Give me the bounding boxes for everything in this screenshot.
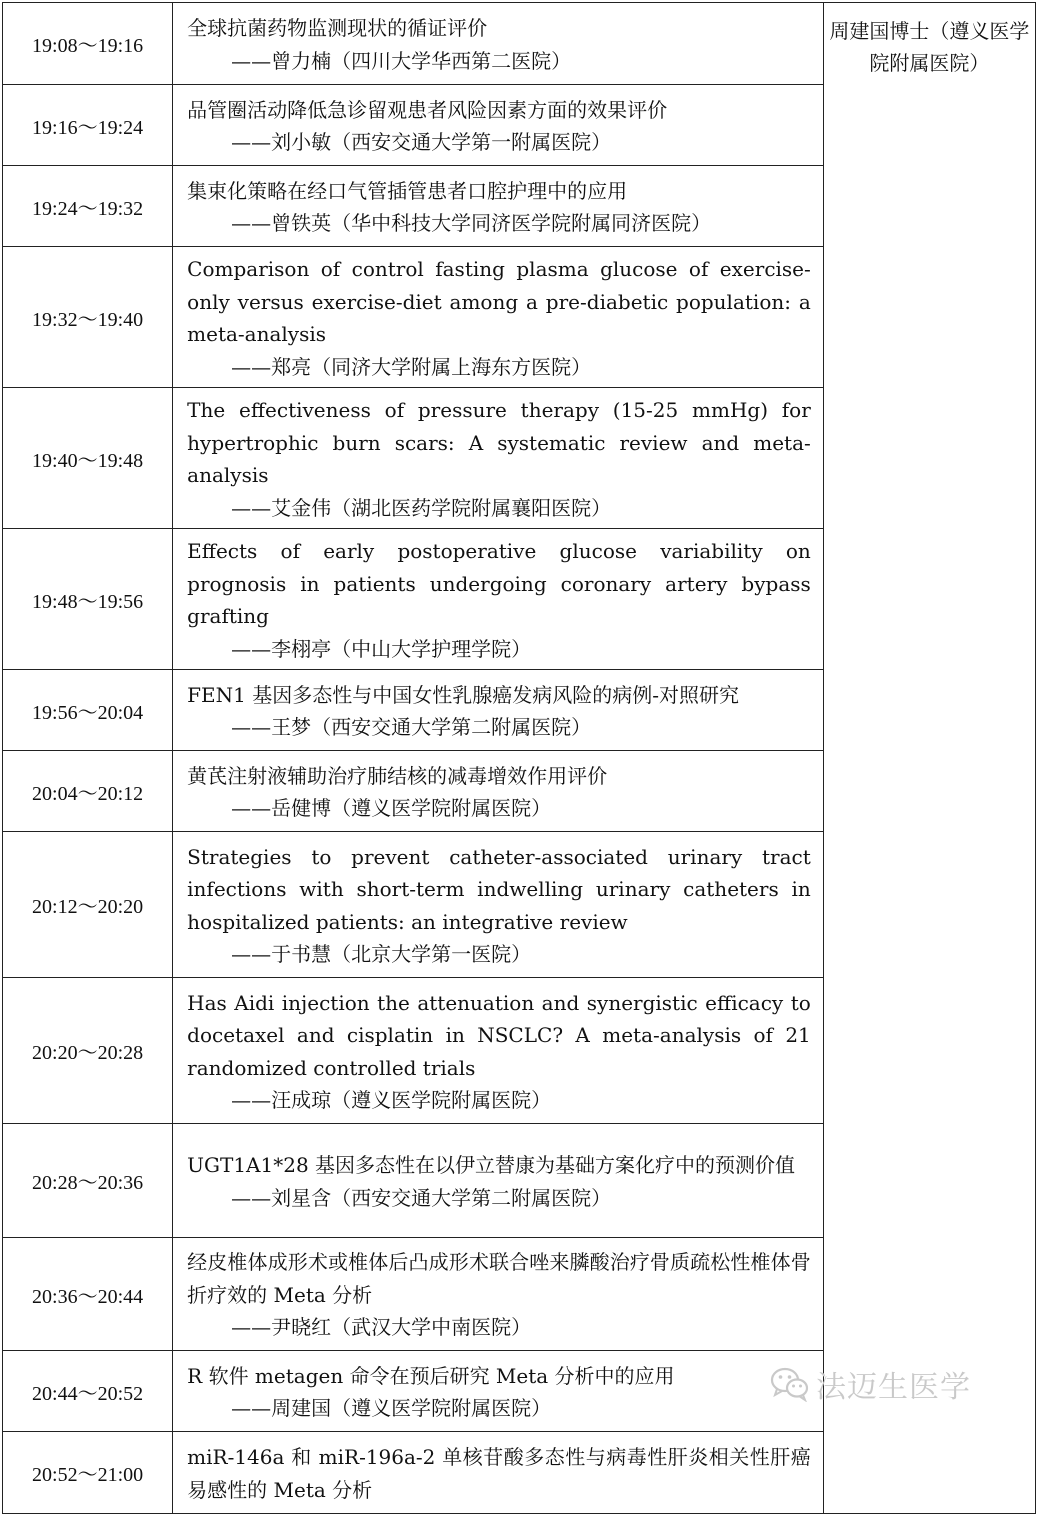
time-slot: 19:24～19:32 xyxy=(3,166,173,247)
wechat-icon xyxy=(770,1366,810,1402)
talk-cell xyxy=(173,85,824,166)
talk-speaker: ——于书慧（北京大学第一医院） xyxy=(231,942,532,966)
talk-title: 品管圈活动降低急诊留观患者风险因素方面的效果评价 xyxy=(187,97,668,122)
time-slot: 19:56～20:04 xyxy=(3,670,173,751)
talk-cell xyxy=(173,529,824,670)
time-slot: 19:08～19:16 xyxy=(3,3,173,85)
talk-cell xyxy=(173,3,824,85)
time-slot: 20:44～20:52 xyxy=(3,1351,173,1432)
talk-cell xyxy=(173,670,824,751)
talk-title: 经皮椎体成形术或椎体后凸成形术联合唑来膦酸治疗骨质疏松性椎体骨折疗效的 Meta 分析 xyxy=(187,1250,811,1307)
talk-title: The effectiveness of pressure therapy (15-25 mmHg) for hypertrophic burn scars: A systematic review and meta-analysis xyxy=(187,398,811,487)
talk-speaker: ——艾金伟（湖北医药学院附属襄阳医院） xyxy=(231,495,612,520)
talk-title: FEN1 基因多态性与中国女性乳腺癌发病风险的病例-对照研究 xyxy=(187,682,739,707)
talk-title: miR-146a 和 miR-196a-2 单核苷酸多态性与病毒性肝炎相关性肝癌易感性的 Meta 分析 xyxy=(187,1445,811,1502)
talk-title: Has Aidi injection the attenuation and synergistic efficacy to docetaxel and cisplatin in NSCLC? A meta-analysis of 21 randomized controlled trials xyxy=(187,990,811,1080)
talk-title: R 软件 metagen 命令在预后研究 Meta 分析中的应用 xyxy=(187,1363,675,1388)
time-slot: 20:20～20:28 xyxy=(3,978,173,1124)
talk-speaker: ——刘星含（西安交通大学第二附属医院） xyxy=(231,1185,612,1210)
watermark xyxy=(770,1362,1018,1406)
talk-speaker: ——刘小敏（西安交通大学第一附属医院） xyxy=(231,130,612,154)
talk-speaker: ——曾力楠（四川大学华西第二医院） xyxy=(231,48,572,73)
talk-cell xyxy=(173,1238,824,1351)
talk-cell xyxy=(173,1351,824,1432)
schedule-table xyxy=(2,2,1036,1514)
watermark-text: 法迈生医学 xyxy=(816,1370,971,1405)
talk-speaker: ——周建国（遵义医学院附属医院） xyxy=(231,1396,552,1420)
time-slot: 20:52～21:00 xyxy=(3,1432,173,1514)
time-slot: 19:16～19:24 xyxy=(3,85,173,166)
talk-title: 黄芪注射液辅助治疗肺结核的减毒增效作用评价 xyxy=(187,763,608,788)
talk-speaker: ——尹晓红（武汉大学中南医院） xyxy=(231,1315,532,1340)
talk-title: 集束化策略在经口气管插管患者口腔护理中的应用 xyxy=(187,178,628,203)
time-slot: 19:40～19:48 xyxy=(3,388,173,529)
time-slot: 20:12～20:20 xyxy=(3,832,173,978)
talk-cell xyxy=(173,978,824,1124)
talk-speaker: ——王梦（西安交通大学第二附属医院） xyxy=(231,715,592,739)
talk-cell xyxy=(173,166,824,247)
talk-cell xyxy=(173,247,824,388)
moderator-cell: 周建国博士（遵义医学院附属医院） xyxy=(823,3,1035,1514)
talk-title: Comparison of control fasting plasma glucose of exercise-only versus exercise-diet among a pre-diabetic population: a meta-analysis xyxy=(187,257,811,346)
time-slot: 19:48～19:56 xyxy=(3,529,173,670)
time-slot: 19:32～19:40 xyxy=(3,247,173,388)
talk-speaker: ——曾铁英（华中科技大学同济医学院附属同济医院） xyxy=(231,211,712,235)
talk-title: 全球抗菌药物监测现状的循证评价 xyxy=(187,16,488,40)
talk-speaker: ——李栩亭（中山大学护理学院） xyxy=(231,636,532,661)
talk-speaker: ——汪成琼（遵义医学院附属医院） xyxy=(231,1088,552,1112)
time-slot: 20:04～20:12 xyxy=(3,751,173,832)
talk-cell xyxy=(173,1432,824,1514)
talk-cell xyxy=(173,751,824,832)
talk-cell xyxy=(173,1124,824,1238)
table-row xyxy=(3,3,1036,85)
time-slot: 20:36～20:44 xyxy=(3,1238,173,1351)
talk-title: UGT1A1*28 基因多态性在以伊立替康为基础方案化疗中的预测价值 xyxy=(187,1153,796,1177)
talk-speaker: ——郑亮（同济大学附属上海东方医院） xyxy=(231,354,592,379)
talk-title: Strategies to prevent catheter-associated urinary tract infections with short-term indwelling urinary catheters in hospitalized patients: an integrative review xyxy=(187,844,811,934)
talk-cell xyxy=(173,832,824,978)
talk-speaker: ——岳健博（遵义医学院附属医院） xyxy=(231,796,552,820)
time-slot: 20:28～20:36 xyxy=(3,1124,173,1238)
talk-cell xyxy=(173,388,824,529)
talk-title: Effects of early postoperative glucose variability on prognosis in patients undergoing coronary artery bypass grafting xyxy=(187,539,811,628)
